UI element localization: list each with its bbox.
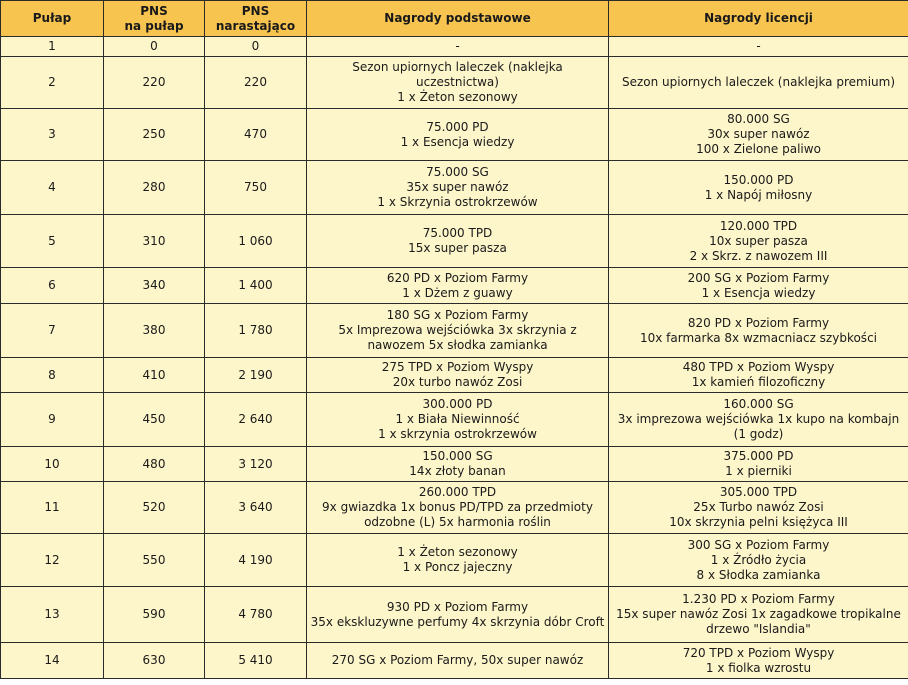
reward-line: 1.230 PD x Poziom Farmy — [682, 592, 835, 606]
reward-line: 15x super pasza — [408, 241, 507, 255]
cell-license-rewards — [609, 161, 908, 215]
cell-pulap: 2 — [1, 57, 104, 109]
reward-line: 8 x Słodka zamianka — [696, 567, 821, 582]
reward-line: 5x Imprezowa wejściówka 3x skrzynia z nawozem 5x słodka zamianka — [338, 323, 577, 352]
reward-line: 1 x Biała Niewinność — [395, 412, 520, 426]
cell-basic-rewards — [307, 161, 609, 215]
cell-pns: 450 — [104, 393, 205, 447]
cell-pns: 550 — [104, 534, 205, 587]
reward-line: 180 SG x Poziom Farmy — [386, 308, 529, 322]
reward-line: 160.000 SG — [723, 397, 794, 411]
reward-line: 1x kamień filozoficzny — [691, 375, 826, 389]
cell-pulap: 8 — [1, 358, 104, 393]
cell-pulap: 1 — [1, 37, 104, 57]
reward-line: 35x ekskluzywne perfumy 4x skrzynia dóbr Croft — [310, 614, 605, 629]
cell-license-rewards — [609, 268, 908, 304]
reward-line: 35x super nawóz — [406, 180, 509, 194]
table-row — [1, 393, 908, 447]
reward-line: - — [756, 39, 761, 53]
cell-license-rewards — [609, 109, 908, 161]
table-row — [1, 643, 908, 679]
cell-pns: 0 — [104, 37, 205, 57]
header-pulap: Pułap — [1, 1, 104, 37]
cell-pulap: 9 — [1, 393, 104, 447]
table-row — [1, 482, 908, 534]
reward-line: 1 x Źródło życia — [710, 552, 807, 567]
cell-pns-cumulative: 4 780 — [205, 587, 307, 643]
cell-pns: 250 — [104, 109, 205, 161]
cell-license-rewards — [609, 37, 908, 57]
reward-line: 200 SG x Poziom Farmy — [687, 270, 830, 285]
reward-line: 1 x Esencja wiedzy — [701, 285, 816, 300]
reward-line: 120.000 TPD — [719, 218, 798, 233]
cell-pns: 630 — [104, 643, 205, 679]
reward-line: 75.000 SG — [426, 165, 489, 179]
cell-license-rewards — [609, 215, 908, 268]
header-basic-rewards: Nagrody podstawowe — [307, 1, 609, 37]
reward-line: 820 PD x Poziom Farmy — [687, 315, 830, 330]
reward-line: Sezon upiornych laleczek (naklejka uczestnictwa) — [352, 60, 563, 89]
reward-line: 300 SG x Poziom Farmy — [687, 537, 830, 552]
reward-line: 1 x pierniki — [725, 464, 792, 478]
reward-line: 75.000 PD — [426, 119, 489, 134]
cell-basic-rewards — [307, 643, 609, 679]
reward-line: 1 x Napój miłosny — [704, 187, 813, 202]
table-row — [1, 534, 908, 587]
cell-pns-cumulative: 2 190 — [205, 358, 307, 393]
reward-line: 75.000 TPD — [422, 226, 493, 240]
cell-license-rewards — [609, 358, 908, 393]
cell-pns: 590 — [104, 587, 205, 643]
cell-basic-rewards — [307, 482, 609, 534]
cell-basic-rewards — [307, 587, 609, 643]
reward-line: 720 TPD x Poziom Wyspy — [682, 645, 835, 660]
cell-basic-rewards — [307, 393, 609, 447]
reward-line: 1 x Żeton sezonowy — [397, 90, 518, 104]
table-row — [1, 215, 908, 268]
cell-pns-cumulative: 1 060 — [205, 215, 307, 268]
cell-basic-rewards — [307, 304, 609, 358]
cell-pulap: 4 — [1, 161, 104, 215]
table-body — [1, 37, 908, 679]
header-license-rewards: Nagrody licencji — [609, 1, 908, 37]
table-row — [1, 358, 908, 393]
cell-pns-cumulative: 1 780 — [205, 304, 307, 358]
reward-line: 15x super nawóz Zosi 1x zagadkowe tropikalne drzewo "Islandia" — [616, 607, 901, 636]
table-row — [1, 57, 908, 109]
cell-pulap: 5 — [1, 215, 104, 268]
cell-basic-rewards — [307, 447, 609, 482]
cell-pulap: 10 — [1, 447, 104, 482]
reward-line: 260.000 TPD — [418, 485, 497, 499]
cell-pns: 480 — [104, 447, 205, 482]
cell-basic-rewards — [307, 109, 609, 161]
cell-license-rewards — [609, 304, 908, 358]
reward-line: 300.000 PD — [422, 397, 493, 411]
cell-pns-cumulative: 1 400 — [205, 268, 307, 304]
table-row — [1, 447, 908, 482]
cell-pns: 310 — [104, 215, 205, 268]
reward-line: 10x skrzynia pelni księżyca III — [669, 515, 848, 529]
reward-line: 10x farmarka 8x wzmacniacz szybkości — [640, 330, 877, 345]
cell-pns-cumulative: 5 410 — [205, 643, 307, 679]
cell-license-rewards — [609, 587, 908, 643]
reward-line: 1 x Żeton sezonowy — [397, 545, 518, 559]
cell-license-rewards — [609, 57, 908, 109]
cell-pns-cumulative: 0 — [205, 37, 307, 57]
table-row — [1, 268, 908, 304]
cell-pulap: 14 — [1, 643, 104, 679]
table-header-row — [1, 1, 908, 37]
reward-line: 1 x fiolka wzrostu — [705, 660, 812, 675]
cell-pulap: 11 — [1, 482, 104, 534]
reward-line: 14x złoty banan — [409, 464, 506, 478]
cell-pns: 520 — [104, 482, 205, 534]
reward-line: 20x turbo nawóz Zosi — [392, 375, 523, 389]
cell-pns-cumulative: 220 — [205, 57, 307, 109]
reward-line: 25x Turbo nawóz Zosi — [693, 500, 824, 514]
reward-line: 1 x Esencja wiedzy — [400, 134, 515, 149]
cell-license-rewards — [609, 534, 908, 587]
cell-pulap: 12 — [1, 534, 104, 587]
reward-line: 620 PD x Poziom Farmy — [386, 270, 529, 285]
cell-pns: 380 — [104, 304, 205, 358]
reward-line: - — [455, 39, 460, 53]
cell-license-rewards — [609, 447, 908, 482]
reward-line: 30x super nawóz — [707, 127, 810, 141]
reward-line: 2 x Skrz. z nawozem III — [689, 248, 828, 263]
reward-line: 9x gwiazdka 1x bonus PD/TPD za przedmioty odzobne (L) 5x harmonia roślin — [322, 500, 593, 529]
cell-pns-cumulative: 3 640 — [205, 482, 307, 534]
cell-pns-cumulative: 750 — [205, 161, 307, 215]
cell-pns: 340 — [104, 268, 205, 304]
cell-pns-cumulative: 470 — [205, 109, 307, 161]
reward-line: Sezon upiornych laleczek (naklejka premium) — [621, 75, 896, 89]
reward-line: 80.000 SG — [727, 112, 790, 126]
table-row — [1, 109, 908, 161]
reward-line: 100 x Zielone paliwo — [696, 142, 821, 156]
cell-pulap: 13 — [1, 587, 104, 643]
cell-basic-rewards — [307, 57, 609, 109]
reward-line: 3x imprezowa wejściówka 1x kupo na kombajn (1 godz) — [617, 412, 900, 441]
table-row — [1, 37, 908, 57]
header-pns-per-level: PNS na pułap — [104, 1, 205, 37]
reward-line: 375.000 PD — [723, 449, 794, 463]
table-row — [1, 161, 908, 215]
cell-pns-cumulative: 3 120 — [205, 447, 307, 482]
cell-basic-rewards — [307, 268, 609, 304]
cell-pns: 280 — [104, 161, 205, 215]
cell-pns: 220 — [104, 57, 205, 109]
cell-license-rewards — [609, 482, 908, 534]
cell-pulap: 6 — [1, 268, 104, 304]
cell-pns-cumulative: 4 190 — [205, 534, 307, 587]
reward-line: 305.000 TPD — [719, 485, 798, 499]
reward-line: 1 x Dżem z guawy — [402, 285, 513, 300]
reward-line: 10x super pasza — [709, 233, 808, 248]
reward-line: 480 TPD x Poziom Wyspy — [682, 360, 835, 374]
reward-line: 275 TPD x Poziom Wyspy — [381, 360, 534, 374]
cell-license-rewards — [609, 393, 908, 447]
cell-pulap: 7 — [1, 304, 104, 358]
cell-license-rewards — [609, 643, 908, 679]
reward-line: 930 PD x Poziom Farmy — [386, 599, 529, 614]
cell-pulap: 3 — [1, 109, 104, 161]
reward-line: 150.000 SG — [422, 449, 493, 463]
cell-basic-rewards — [307, 534, 609, 587]
cell-pns: 410 — [104, 358, 205, 393]
cell-basic-rewards — [307, 37, 609, 57]
table-row — [1, 587, 908, 643]
cell-basic-rewards — [307, 358, 609, 393]
reward-line: 150.000 PD — [723, 172, 794, 187]
cell-pns-cumulative: 2 640 — [205, 393, 307, 447]
reward-line: 1 x skrzynia ostrokrzewów — [378, 427, 537, 441]
reward-line: 270 SG x Poziom Farmy, 50x super nawóz — [331, 653, 584, 667]
header-pns-cumulative: PNS narastająco — [205, 1, 307, 37]
reward-line: 1 x Poncz jajeczny — [402, 560, 513, 574]
table-row — [1, 304, 908, 358]
cell-basic-rewards — [307, 215, 609, 268]
reward-line: 1 x Skrzynia ostrokrzewów — [377, 195, 538, 209]
